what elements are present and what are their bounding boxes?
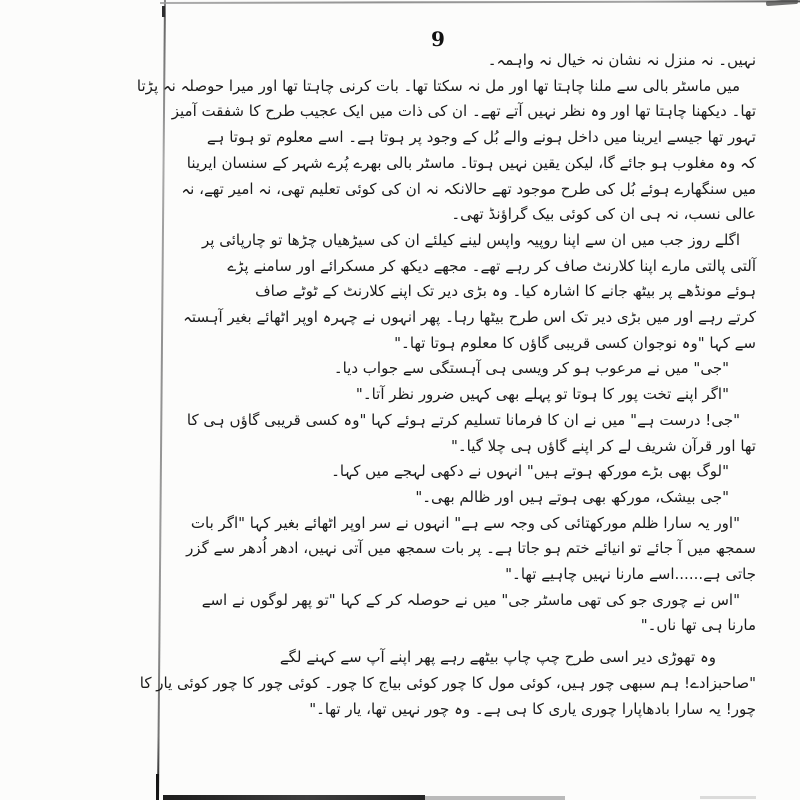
- bottom-scan-smudge: [163, 795, 425, 800]
- text-line: کہ وہ مغلوب ہو جائے گا، لیکن یقین نہیں ہوتا۔ ماسٹر بالی بھرے پُرے شہر کے سنسان ایرینا: [186, 153, 756, 172]
- text-line: وہ تھوڑی دیر اسی طرح چپ چاپ بیٹھے رہے پھر اپنے آپ سے کہنے لگے: [279, 648, 716, 667]
- bottom-scan-smudge: [425, 796, 565, 800]
- page-top-corner-mark: [766, 0, 798, 6]
- text-line: "اس نے چوری جو کی تھی ماسٹر جی" میں نے حوصلہ کر کے کہا "تو پھر لوگوں نے اسے: [201, 590, 740, 609]
- text-line: عالی نسب، نہ ہی ان کی کوئی بیک گراؤنڈ تھی۔: [451, 205, 756, 224]
- text-line: "صاحبزادے! ہم سبھی چور ہیں، کوئی مول کا چور کوئی بیاج کا چور۔ کوئی چور کا چور کوئی یار کا: [139, 673, 756, 692]
- text-line: سے کہا "وہ نوجوان کسی قریبی گاؤں کا معلوم ہوتا تھا۔": [394, 333, 756, 352]
- text-line: ہوئے مونڈھے پر بیٹھ جانے کا اشارہ کیا۔ وہ بڑی دیر تک اپنے کلارنٹ کے ٹوٹے صاف: [255, 282, 756, 301]
- text-line: "جی بیشک، مورکھ بھی ہوتے ہیں اور ظالم بھی۔": [415, 487, 729, 506]
- text-line: "اور یہ سارا ظلم مورکھتائی کی وجہ سے ہے" انہوں نے سر اوپر اٹھائے بغیر کہا "اگر بات: [190, 513, 740, 532]
- page-number: 9: [431, 27, 445, 51]
- page-top-edge-line: [160, 0, 800, 3]
- binding-edge-tick: [162, 6, 165, 17]
- text-line: چور! یہ سارا بادھاپارا چوری یاری کا ہی ہے۔ وہ چور نہیں تھا، یار تھا۔": [309, 699, 756, 718]
- text-line: اگلے روز جب میں ان سے اپنا روپیہ واپس لینے کیلئے ان کی سیڑھیاں چڑھا تو چارپائی پر: [202, 230, 740, 249]
- text-line: "اگر اپنے تخت پور کا ہوتا تو پہلے بھی کہیں ضرور نظر آتا۔": [355, 385, 729, 404]
- text-line: میں سنگھارے ہوئے بُل کی طرح موجود تھے حالانکہ نہ ان کی کوئی تعلیم تھی، نہ امیر تھے، نہ: [181, 179, 756, 198]
- binding-edge-bottom: [156, 774, 159, 800]
- text-line: جاتی ہے......اسے مارنا نہیں چاہیے تھا۔": [505, 565, 756, 584]
- text-line: "جی! درست ہے" میں نے ان کا فرمانا تسلیم کرتے ہوئے کہا "وہ کسی قریبی گاؤں ہی کا: [186, 410, 740, 429]
- text-line: مارنا ہی تھا ناں۔": [640, 616, 756, 635]
- text-block: [136, 48, 756, 722]
- text-line: میں ماسٹر بالی سے ملنا چاہتا تھا اور مل نہ سکتا تھا۔ بات کرنی چاہتا تھا اور میرا حوصلہ نہ پڑتا: [136, 76, 740, 95]
- text-line: "لوگ بھی بڑے مورکھ ہوتے ہیں" انہوں نے دکھی لہجے میں کہا۔: [331, 462, 729, 481]
- text-line: "جی" میں نے مرعوب ہو کر ویسی ہی آہستگی سے جواب دیا۔: [333, 359, 729, 378]
- text-line: کرتے رہے اور میں بڑی دیر تک اس طرح بیٹھا رہا۔ پھر انہوں نے چہرہ اوپر اٹھائے بغیر آہستہ: [183, 308, 756, 327]
- text-line: سمجھ میں آ جائے تو انیائے ختم ہو جاتا ہے۔ پر بات سمجھ میں آتی نہیں، ادھر اُدھر سے گزر: [186, 539, 756, 558]
- text-line: نہیں۔ نہ منزل نہ نشان نہ خیال نہ واہمہ۔: [487, 51, 756, 69]
- text-line: آلتی پالتی مارے اپنا کلارنٹ صاف کر رہے تھے۔ مجھے دیکھ کر مسکرائے اور سامنے پڑے: [227, 256, 756, 275]
- text-line: تہور تھا جیسے ایرینا میں داخل ہونے والے بُل کے وجود پر ہوتا ہے۔ اسے معلوم تو ہوتا ہے: [206, 128, 756, 147]
- text-line: تھا اور قرآن شریف لے کر اپنے گاؤں ہی چلا گیا۔": [450, 436, 756, 455]
- bottom-scan-smudge: [700, 796, 756, 799]
- text-line: تھا۔ دیکھنا چاہتا تھا اور وہ نظر نہیں آتے تھے۔ ان کی ذات میں ایک عجیب طرح کا شفقت آمیز: [171, 102, 756, 121]
